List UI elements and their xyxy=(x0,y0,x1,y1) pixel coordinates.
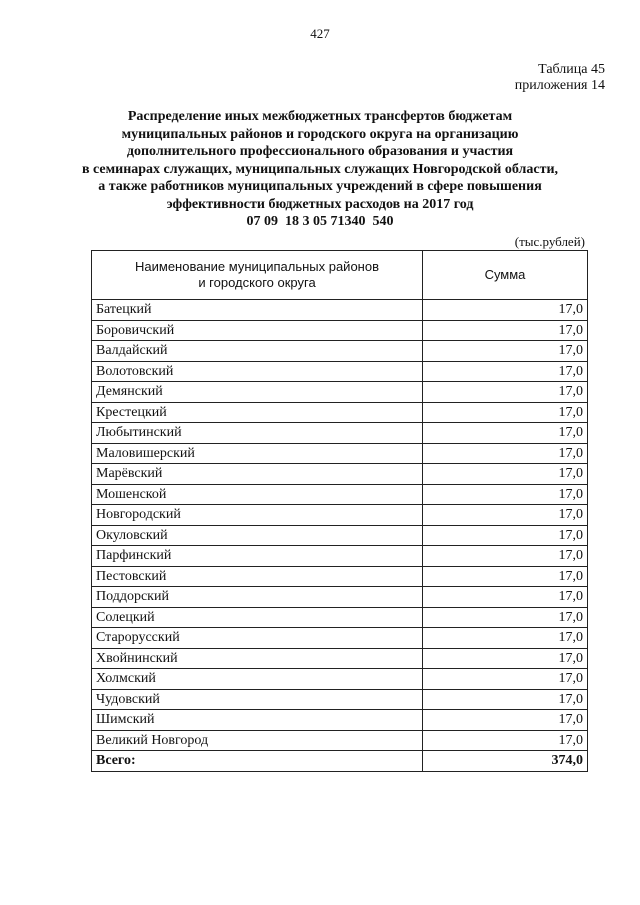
amount-value: 17,0 xyxy=(423,566,588,587)
district-name: Боровичский xyxy=(92,320,423,341)
header-name-line: и городского округа xyxy=(198,275,316,290)
amount-value: 17,0 xyxy=(423,546,588,567)
amount-value: 17,0 xyxy=(423,484,588,505)
district-name: Мошенской xyxy=(92,484,423,505)
total-value: 374,0 xyxy=(423,751,588,772)
district-name: Парфинский xyxy=(92,546,423,567)
district-name: Крестецкий xyxy=(92,402,423,423)
table-row xyxy=(92,423,588,444)
district-name: Чудовский xyxy=(92,689,423,710)
budget-code: 07 09 18 3 05 71340 540 xyxy=(246,214,394,229)
table-row xyxy=(92,443,588,464)
title-line: в семинарах служащих, муниципальных служащих Новгородской области, xyxy=(81,161,559,177)
table-row xyxy=(92,341,588,362)
table-row xyxy=(92,525,588,546)
district-name: Хвойнинский xyxy=(92,648,423,669)
table-row xyxy=(92,669,588,690)
table-row xyxy=(92,361,588,382)
document-title xyxy=(60,108,580,231)
amount-value: 17,0 xyxy=(423,443,588,464)
table-row xyxy=(92,587,588,608)
table-row xyxy=(92,402,588,423)
district-name: Валдайский xyxy=(92,341,423,362)
amount-value: 17,0 xyxy=(423,402,588,423)
district-name: Холмский xyxy=(92,669,423,690)
amount-value: 17,0 xyxy=(423,730,588,751)
table-row xyxy=(92,464,588,485)
amount-value: 17,0 xyxy=(423,607,588,628)
district-name: Батецкий xyxy=(92,300,423,321)
table-row xyxy=(92,546,588,567)
district-name: Пестовский xyxy=(92,566,423,587)
table-row xyxy=(92,607,588,628)
amount-value: 17,0 xyxy=(423,505,588,526)
title-line: муниципальных районов и городского округа на организацию xyxy=(121,126,519,142)
amount-value: 17,0 xyxy=(423,300,588,321)
title-line: эффективности бюджетных расходов на 2017 год xyxy=(166,196,474,212)
table-row xyxy=(92,300,588,321)
title-line: дополнительного профессионального образования и участия xyxy=(126,144,514,159)
appendix-number: приложения 14 xyxy=(514,78,605,93)
amount-value: 17,0 xyxy=(423,361,588,382)
amount-value: 17,0 xyxy=(423,669,588,690)
table-row xyxy=(92,730,588,751)
table-number: Таблица 45 xyxy=(538,62,605,77)
header-sum: Сумма xyxy=(423,251,588,300)
table-row xyxy=(92,320,588,341)
amount-value: 17,0 xyxy=(423,587,588,608)
table-row xyxy=(92,689,588,710)
amount-value: 17,0 xyxy=(423,341,588,362)
title-line: Распределение иных межбюджетных трансфертов бюджетам xyxy=(127,109,513,124)
amount-value: 17,0 xyxy=(423,628,588,649)
district-name: Солецкий xyxy=(92,607,423,628)
district-name: Великий Новгород xyxy=(92,730,423,751)
district-name: Марёвский xyxy=(92,464,423,485)
district-name: Шимский xyxy=(92,710,423,731)
total-row xyxy=(92,751,588,772)
district-name: Волотовский xyxy=(92,361,423,382)
amount-value: 17,0 xyxy=(423,525,588,546)
district-name: Любытинский xyxy=(92,423,423,444)
district-name: Окуловский xyxy=(92,525,423,546)
district-name: Поддорский xyxy=(92,587,423,608)
amount-value: 17,0 xyxy=(423,710,588,731)
district-name: Новгородский xyxy=(92,505,423,526)
unit-label: (тыс.рублей) xyxy=(514,234,585,249)
amount-value: 17,0 xyxy=(423,689,588,710)
table-reference xyxy=(515,62,605,94)
district-name: Демянский xyxy=(92,382,423,403)
title-line: а также работников муниципальных учреждений в сфере повышения xyxy=(98,179,542,194)
table-row xyxy=(92,505,588,526)
table-row xyxy=(92,648,588,669)
amount-value: 17,0 xyxy=(423,464,588,485)
amount-value: 17,0 xyxy=(423,382,588,403)
district-name: Старорусский xyxy=(92,628,423,649)
amount-value: 17,0 xyxy=(423,423,588,444)
table-row xyxy=(92,566,588,587)
district-name: Маловишерский xyxy=(92,443,423,464)
distribution-table xyxy=(91,250,588,772)
table-row xyxy=(92,382,588,403)
total-label: Всего: xyxy=(92,751,423,772)
table-row xyxy=(92,628,588,649)
amount-value: 17,0 xyxy=(423,648,588,669)
header-name-line: Наименование муниципальных районов xyxy=(135,259,379,274)
amount-value: 17,0 xyxy=(423,320,588,341)
table-row xyxy=(92,484,588,505)
table-header-row xyxy=(92,251,588,300)
header-name xyxy=(92,251,423,300)
table-row xyxy=(92,710,588,731)
page-number: 427 xyxy=(310,26,330,41)
